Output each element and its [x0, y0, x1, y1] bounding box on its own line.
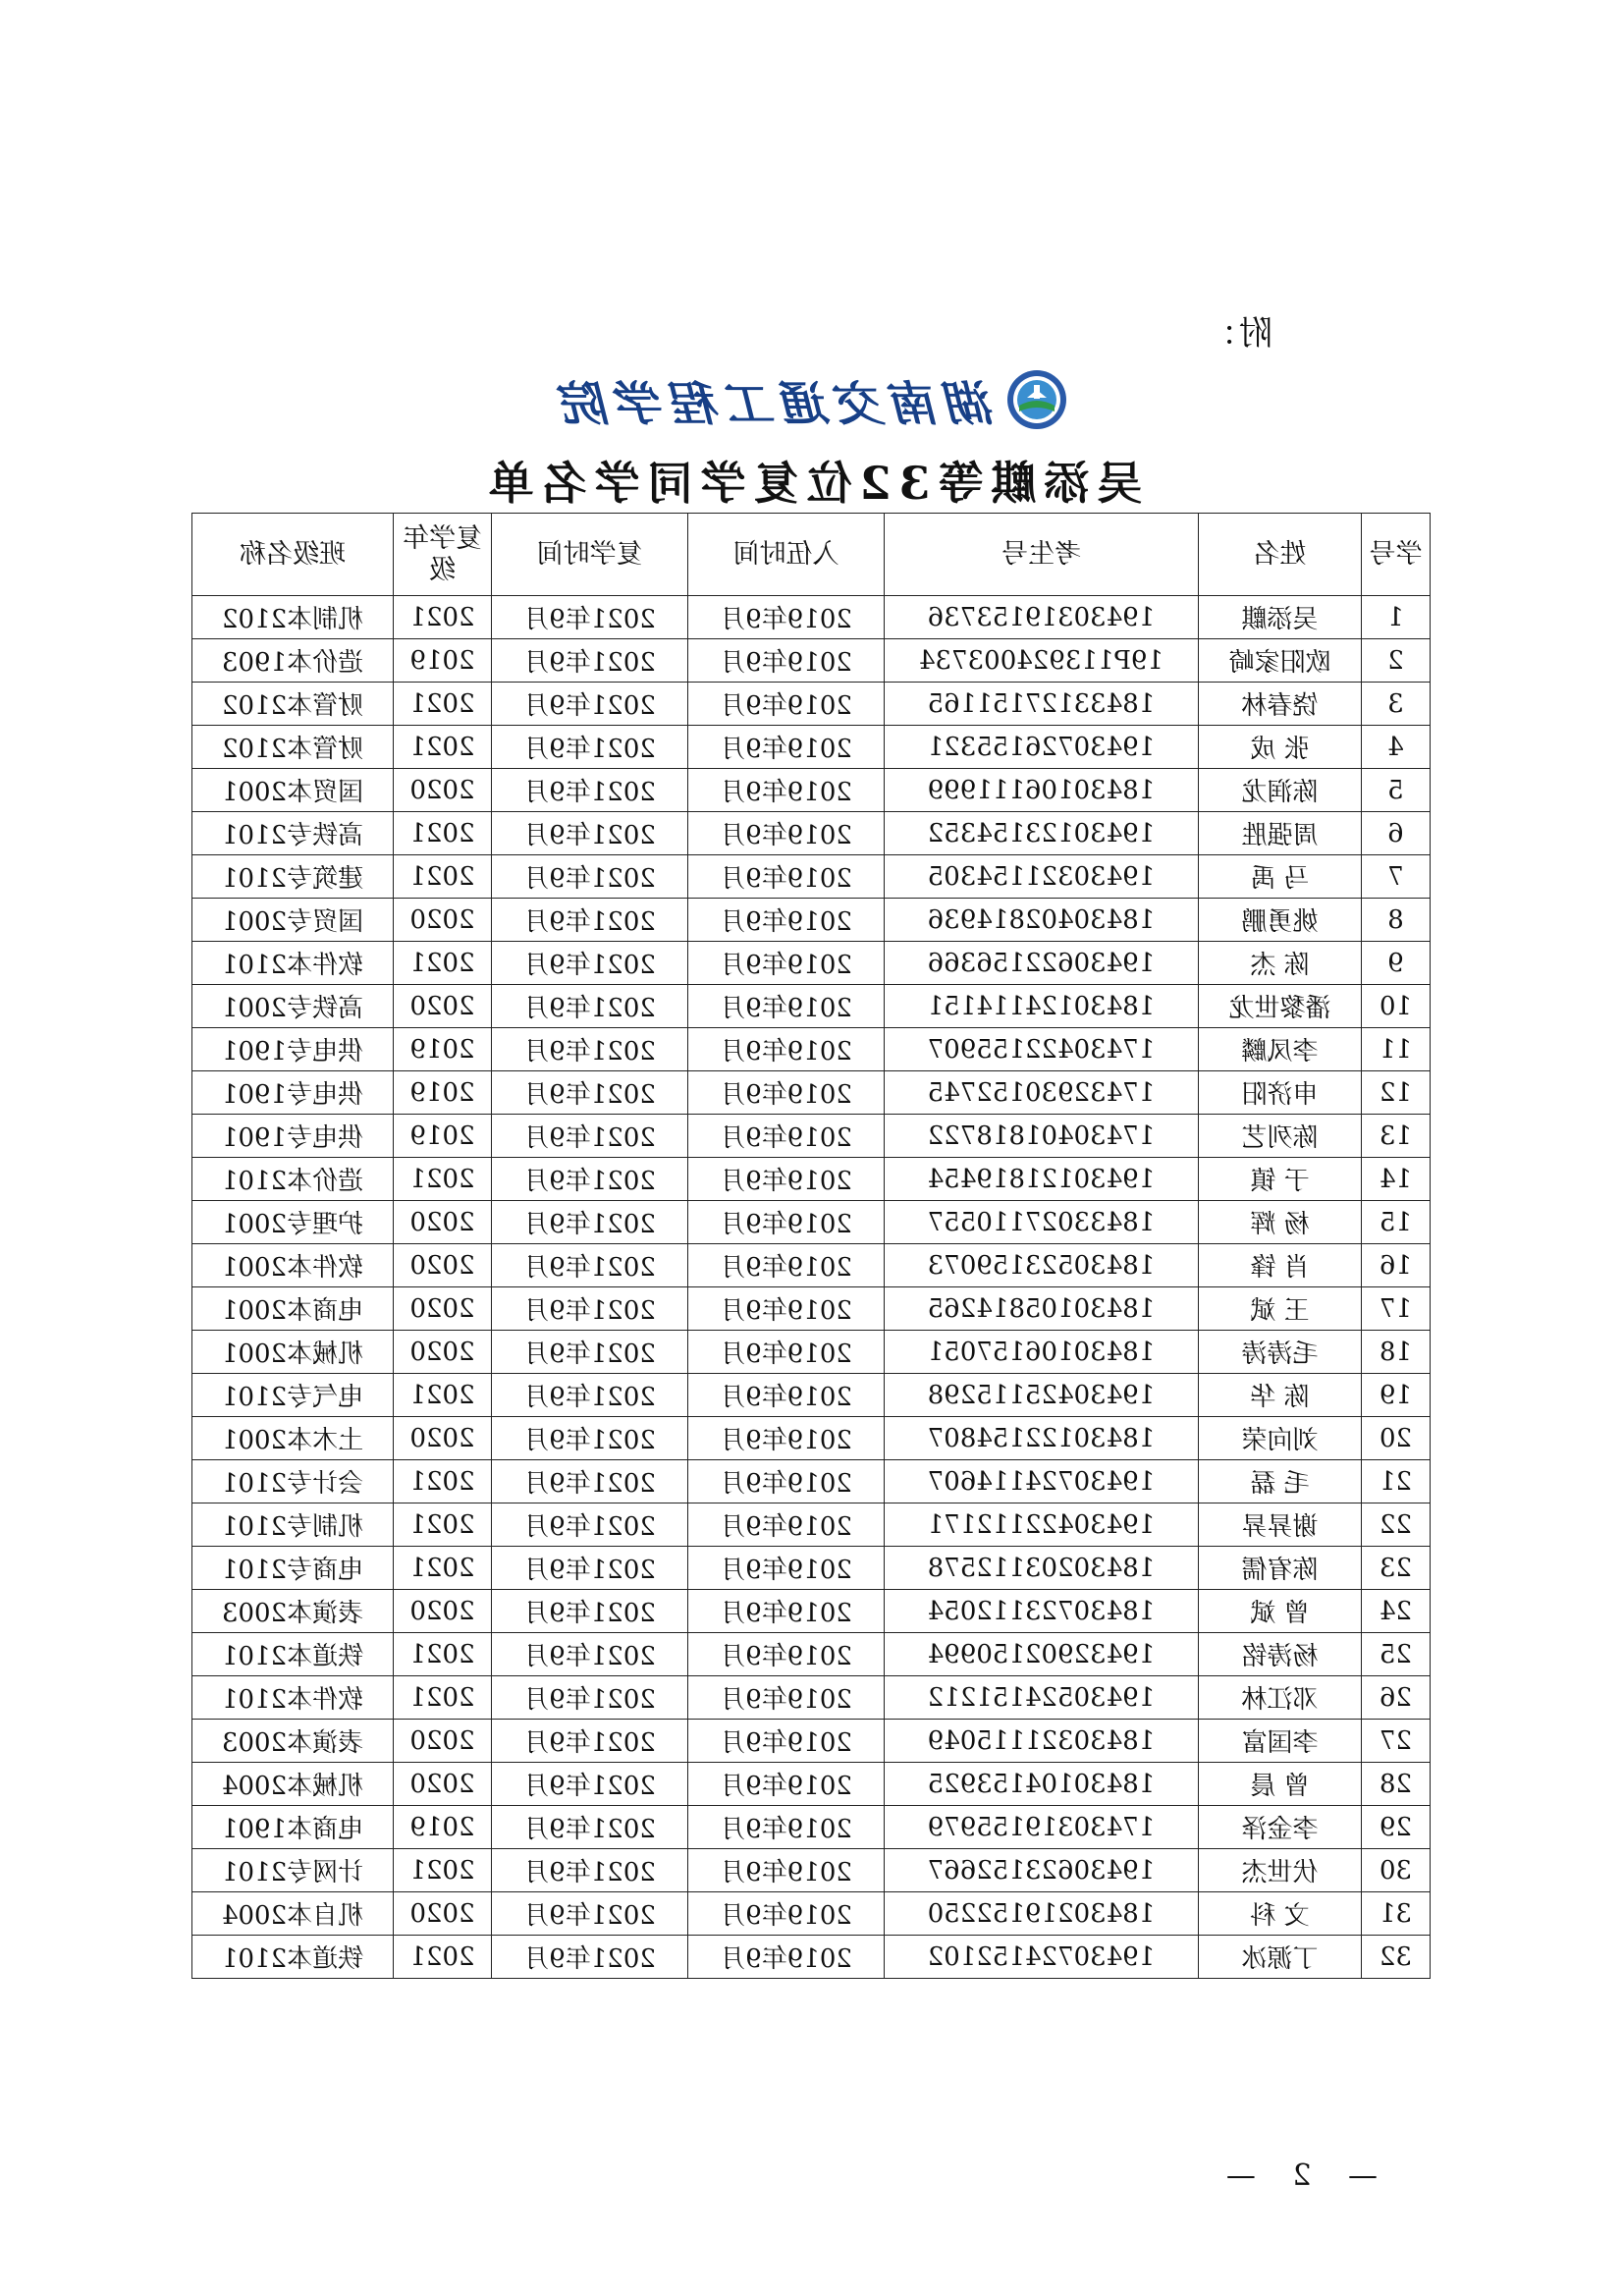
cell-name: 陈宥儒 — [1199, 1547, 1362, 1590]
cell-name: 谢昇昇 — [1199, 1503, 1362, 1547]
cell-exam-id: 17430401818722 — [885, 1115, 1199, 1158]
cell-resume-grade: 2020 — [394, 769, 492, 812]
cell-exam-id: 18433127151165 — [885, 683, 1199, 726]
cell-enroll-time: 2019年9月 — [688, 1936, 885, 1979]
cell-class-name: 机自本2004 — [192, 1892, 394, 1936]
cell-no: 32 — [1362, 1936, 1431, 1979]
cell-class-name: 造价本2101 — [192, 1158, 394, 1201]
cell-name: 李国富 — [1199, 1720, 1362, 1763]
cell-no: 28 — [1362, 1763, 1431, 1806]
cell-enroll-time: 2019年9月 — [688, 1633, 885, 1676]
header-class-name: 班级名称 — [192, 514, 394, 596]
cell-resume-grade: 2021 — [394, 596, 492, 639]
cell-resume-time: 2021年9月 — [492, 1244, 688, 1287]
table-row — [192, 812, 1431, 855]
cell-name: 刘向荣 — [1199, 1417, 1362, 1460]
table-row — [192, 899, 1431, 942]
cell-class-name: 机械本2001 — [192, 1331, 394, 1374]
cell-no: 23 — [1362, 1547, 1431, 1590]
cell-class-name: 供电专1901 — [192, 1115, 394, 1158]
cell-no: 26 — [1362, 1676, 1431, 1720]
cell-resume-grade: 2021 — [394, 1849, 492, 1892]
cell-enroll-time: 2019年9月 — [688, 1590, 885, 1633]
cell-exam-id: 19432902150994 — [885, 1633, 1199, 1676]
cell-enroll-time: 2019年9月 — [688, 1158, 885, 1201]
cell-no: 25 — [1362, 1633, 1431, 1676]
cell-name: 陈 华 — [1199, 1374, 1362, 1417]
cell-enroll-time: 2019年9月 — [688, 596, 885, 639]
cell-name: 杨涛铭 — [1199, 1633, 1362, 1676]
cell-resume-grade: 2020 — [394, 1417, 492, 1460]
cell-resume-time: 2021年9月 — [492, 726, 688, 769]
cell-enroll-time: 2019年9月 — [688, 812, 885, 855]
cell-name: 邓江林 — [1199, 1676, 1362, 1720]
table-row — [192, 1460, 1431, 1503]
document-title: 吴添麒等32位复学同学名单 — [480, 457, 1143, 510]
cell-resume-grade: 2019 — [394, 1115, 492, 1158]
cell-resume-grade: 2021 — [394, 1460, 492, 1503]
cell-exam-id: 19430726155321 — [885, 726, 1199, 769]
cell-enroll-time: 2019年9月 — [688, 639, 885, 683]
cell-name: 陈润龙 — [1199, 769, 1362, 812]
cell-resume-grade: 2020 — [394, 1590, 492, 1633]
cell-name: 饶春林 — [1199, 683, 1362, 726]
cell-resume-time: 2021年9月 — [492, 899, 688, 942]
cell-exam-id: 18433027110557 — [885, 1201, 1199, 1244]
cell-resume-grade: 2019 — [394, 639, 492, 683]
cell-resume-grade: 2020 — [394, 985, 492, 1028]
cell-no: 27 — [1362, 1720, 1431, 1763]
cell-resume-grade: 2020 — [394, 1201, 492, 1244]
cell-no: 1 — [1362, 596, 1431, 639]
cell-resume-grade: 2021 — [394, 1158, 492, 1201]
cell-no: 30 — [1362, 1849, 1431, 1892]
cell-resume-grade: 2021 — [394, 1633, 492, 1676]
cell-class-name: 软件本2001 — [192, 1244, 394, 1287]
cell-resume-grade: 2021 — [394, 1503, 492, 1547]
cell-name: 曾 斌 — [1199, 1590, 1362, 1633]
cell-resume-time: 2021年9月 — [492, 1806, 688, 1849]
school-header — [555, 365, 1068, 434]
header-enroll-time: 入伍时间 — [688, 514, 885, 596]
cell-class-name: 供电专1901 — [192, 1071, 394, 1115]
cell-name: 李金泽 — [1199, 1806, 1362, 1849]
cell-resume-grade: 2019 — [394, 1806, 492, 1849]
cell-resume-grade: 2021 — [394, 683, 492, 726]
cell-resume-time: 2021年9月 — [492, 1374, 688, 1417]
table-row — [192, 1590, 1431, 1633]
cell-resume-grade: 2021 — [394, 812, 492, 855]
cell-name: 周强胜 — [1199, 812, 1362, 855]
page-number: — 2 — — [1212, 2159, 1378, 2193]
cell-enroll-time: 2019年9月 — [688, 1763, 885, 1806]
cell-enroll-time: 2019年9月 — [688, 1676, 885, 1720]
cell-name: 欧阳家崎 — [1199, 639, 1362, 683]
cell-exam-id: 18430124114151 — [885, 985, 1199, 1028]
cell-enroll-time: 2019年9月 — [688, 769, 885, 812]
cell-resume-grade: 2021 — [394, 1676, 492, 1720]
school-emblem-icon — [1005, 368, 1068, 431]
cell-resume-time: 2021年9月 — [492, 812, 688, 855]
cell-name: 杨 辉 — [1199, 1201, 1362, 1244]
cell-enroll-time: 2019年9月 — [688, 1417, 885, 1460]
table-row — [192, 639, 1431, 683]
cell-resume-grade: 2021 — [394, 1374, 492, 1417]
cell-name: 毛 磊 — [1199, 1460, 1362, 1503]
cell-no: 9 — [1362, 942, 1431, 985]
cell-exam-id: 19430321154305 — [885, 855, 1199, 899]
cell-enroll-time: 2019年9月 — [688, 683, 885, 726]
cell-resume-grade: 2020 — [394, 1763, 492, 1806]
cell-class-name: 机制专2101 — [192, 1503, 394, 1547]
cell-resume-time: 2021年9月 — [492, 683, 688, 726]
cell-enroll-time: 2019年9月 — [688, 1201, 885, 1244]
cell-enroll-time: 2019年9月 — [688, 1374, 885, 1417]
cell-enroll-time: 2019年9月 — [688, 1244, 885, 1287]
cell-exam-id: 18430402814936 — [885, 899, 1199, 942]
cell-no: 4 — [1362, 726, 1431, 769]
cell-no: 17 — [1362, 1287, 1431, 1331]
table-row — [192, 1417, 1431, 1460]
table-row — [192, 1158, 1431, 1201]
cell-class-name: 高铁专2101 — [192, 812, 394, 855]
cell-name: 伏世杰 — [1199, 1849, 1362, 1892]
cell-resume-grade: 2021 — [394, 855, 492, 899]
cell-resume-time: 2021年9月 — [492, 1158, 688, 1201]
cell-enroll-time: 2019年9月 — [688, 1806, 885, 1849]
cell-no: 29 — [1362, 1806, 1431, 1849]
cell-resume-time: 2021年9月 — [492, 1201, 688, 1244]
cell-exam-id: 19430123154352 — [885, 812, 1199, 855]
cell-name: 李凤麟 — [1199, 1028, 1362, 1071]
table-row — [192, 1201, 1431, 1244]
cell-class-name: 造价本1903 — [192, 639, 394, 683]
cell-class-name: 计网专2101 — [192, 1849, 394, 1892]
table-row — [192, 1633, 1431, 1676]
cell-resume-time: 2021年9月 — [492, 1763, 688, 1806]
cell-class-name: 国贸本2001 — [192, 769, 394, 812]
cell-no: 2 — [1362, 639, 1431, 683]
table-row — [192, 1763, 1431, 1806]
cell-exam-id: 19430724114607 — [885, 1460, 1199, 1503]
cell-class-name: 电商本2001 — [192, 1287, 394, 1331]
table-row — [192, 1806, 1431, 1849]
table-row — [192, 1071, 1431, 1115]
cell-enroll-time: 2019年9月 — [688, 1071, 885, 1115]
cell-exam-id: 18430106111999 — [885, 769, 1199, 812]
cell-class-name: 土木本2001 — [192, 1417, 394, 1460]
school-name: 湖南交通工程学院 — [555, 376, 996, 432]
cell-no: 6 — [1362, 812, 1431, 855]
cell-class-name: 电商本1901 — [192, 1806, 394, 1849]
attachment-label: 附： — [1202, 314, 1272, 354]
cell-resume-time: 2021年9月 — [492, 1633, 688, 1676]
cell-enroll-time: 2019年9月 — [688, 1028, 885, 1071]
cell-resume-grade: 2020 — [394, 1244, 492, 1287]
cell-class-name: 会计专2101 — [192, 1460, 394, 1503]
cell-resume-grade: 2020 — [394, 899, 492, 942]
cell-exam-id: 18430203112578 — [885, 1547, 1199, 1590]
cell-no: 14 — [1362, 1158, 1431, 1201]
cell-enroll-time: 2019年9月 — [688, 726, 885, 769]
cell-exam-id: 17432930152745 — [885, 1071, 1199, 1115]
cell-class-name: 财管本2102 — [192, 726, 394, 769]
cell-exam-id: 18430219152250 — [885, 1892, 1199, 1936]
cell-resume-grade: 2021 — [394, 1547, 492, 1590]
cell-resume-time: 2021年9月 — [492, 639, 688, 683]
cell-exam-id: 19P11392400373​4 — [885, 639, 1199, 683]
cell-class-name: 机制本2102 — [192, 596, 394, 639]
cell-exam-id: 18430105814265 — [885, 1287, 1199, 1331]
table-row — [192, 1244, 1431, 1287]
cell-resume-grade: 2021 — [394, 1936, 492, 1979]
cell-exam-id: 19430121819454 — [885, 1158, 1199, 1201]
table-row — [192, 1028, 1431, 1071]
table-header-row — [192, 514, 1431, 596]
cell-name: 申济阳 — [1199, 1071, 1362, 1115]
cell-enroll-time: 2019年9月 — [688, 899, 885, 942]
cell-name: 姚勇鹏 — [1199, 899, 1362, 942]
cell-resume-time: 2021年9月 — [492, 1115, 688, 1158]
cell-name: 丁源冰 — [1199, 1936, 1362, 1979]
cell-resume-time: 2021年9月 — [492, 985, 688, 1028]
cell-no: 10 — [1362, 985, 1431, 1028]
cell-exam-id: 17430319155979 — [885, 1806, 1199, 1849]
table-row — [192, 1892, 1431, 1936]
cell-exam-id: 19430622156366 — [885, 942, 1199, 985]
cell-no: 13 — [1362, 1115, 1431, 1158]
cell-enroll-time: 2019年9月 — [688, 942, 885, 985]
cell-enroll-time: 2019年9月 — [688, 1287, 885, 1331]
header-resume-grade: 复学年级 — [394, 514, 492, 596]
cell-resume-grade: 2019 — [394, 1071, 492, 1115]
cell-exam-id: 18430321115049 — [885, 1720, 1199, 1763]
cell-resume-time: 2021年9月 — [492, 1460, 688, 1503]
cell-resume-time: 2021年9月 — [492, 1071, 688, 1115]
cell-enroll-time: 2019年9月 — [688, 1115, 885, 1158]
cell-name: 吴添麒 — [1199, 596, 1362, 639]
cell-class-name: 软件本2101 — [192, 1676, 394, 1720]
cell-resume-grade: 2021 — [394, 726, 492, 769]
cell-name: 张 成 — [1199, 726, 1362, 769]
table-row — [192, 1115, 1431, 1158]
table-row — [192, 1374, 1431, 1417]
cell-exam-id: 19430623152667 — [885, 1849, 1199, 1892]
cell-exam-id: 19430524151212 — [885, 1676, 1199, 1720]
cell-name: 陈 杰 — [1199, 942, 1362, 985]
cell-name: 肖 锋 — [1199, 1244, 1362, 1287]
cell-exam-id: 19430425115298 — [885, 1374, 1199, 1417]
cell-enroll-time: 2019年9月 — [688, 1503, 885, 1547]
cell-resume-grade: 2020 — [394, 1287, 492, 1331]
header-exam-id: 考生号 — [885, 514, 1199, 596]
cell-enroll-time: 2019年9月 — [688, 1849, 885, 1892]
cell-name: 曾 晨 — [1199, 1763, 1362, 1806]
table-row — [192, 1331, 1431, 1374]
cell-no: 22 — [1362, 1503, 1431, 1547]
cell-no: 19 — [1362, 1374, 1431, 1417]
cell-resume-time: 2021年9月 — [492, 1676, 688, 1720]
cell-resume-time: 2021年9月 — [492, 1287, 688, 1331]
cell-enroll-time: 2019年9月 — [688, 1892, 885, 1936]
table-row — [192, 726, 1431, 769]
cell-resume-time: 2021年9月 — [492, 1417, 688, 1460]
cell-class-name: 表演本2003 — [192, 1590, 394, 1633]
cell-exam-id: 18430723112054 — [885, 1590, 1199, 1633]
cell-resume-time: 2021年9月 — [492, 1028, 688, 1071]
cell-class-name: 高铁专2001 — [192, 985, 394, 1028]
cell-resume-time: 2021年9月 — [492, 855, 688, 899]
cell-no: 8 — [1362, 899, 1431, 942]
student-roster-table — [191, 513, 1431, 1979]
cell-resume-grade: 2021 — [394, 942, 492, 985]
header-resume-time: 复学时间 — [492, 514, 688, 596]
table-row — [192, 1676, 1431, 1720]
table-row — [192, 985, 1431, 1028]
cell-no: 18 — [1362, 1331, 1431, 1374]
table-row — [192, 1503, 1431, 1547]
cell-name: 于 镇 — [1199, 1158, 1362, 1201]
cell-enroll-time: 2019年9月 — [688, 1460, 885, 1503]
cell-resume-time: 2021年9月 — [492, 1892, 688, 1936]
cell-resume-time: 2021年9月 — [492, 1936, 688, 1979]
cell-resume-grade: 2020 — [394, 1331, 492, 1374]
cell-no: 16 — [1362, 1244, 1431, 1287]
cell-resume-time: 2021年9月 — [492, 1720, 688, 1763]
cell-class-name: 国贸专2001 — [192, 899, 394, 942]
cell-no: 20 — [1362, 1417, 1431, 1460]
cell-name: 陈列艺 — [1199, 1115, 1362, 1158]
cell-name: 王 斌 — [1199, 1287, 1362, 1331]
cell-resume-time: 2021年9月 — [492, 942, 688, 985]
cell-exam-id: 19430319153736 — [885, 596, 1199, 639]
table-row — [192, 855, 1431, 899]
cell-exam-id: 18430106157051 — [885, 1331, 1199, 1374]
cell-exam-id: 18430122154807 — [885, 1417, 1199, 1460]
cell-class-name: 电气专2101 — [192, 1374, 394, 1417]
cell-class-name: 铁道本2101 — [192, 1633, 394, 1676]
cell-no: 5 — [1362, 769, 1431, 812]
cell-resume-grade: 2020 — [394, 1720, 492, 1763]
cell-no: 21 — [1362, 1460, 1431, 1503]
cell-no: 7 — [1362, 855, 1431, 899]
cell-class-name: 软件本2101 — [192, 942, 394, 985]
cell-resume-time: 2021年9月 — [492, 769, 688, 812]
cell-resume-time: 2021年9月 — [492, 1849, 688, 1892]
cell-resume-time: 2021年9月 — [492, 1503, 688, 1547]
cell-class-name: 铁道本2101 — [192, 1936, 394, 1979]
cell-resume-grade: 2020 — [394, 1892, 492, 1936]
cell-class-name: 供电专1901 — [192, 1028, 394, 1071]
table-row — [192, 1849, 1431, 1892]
cell-exam-id: 19430724152102 — [885, 1936, 1199, 1979]
cell-exam-id: 19430422112171 — [885, 1503, 1199, 1547]
cell-enroll-time: 2019年9月 — [688, 1331, 885, 1374]
cell-resume-time: 2021年9月 — [492, 1547, 688, 1590]
table-row — [192, 1547, 1431, 1590]
cell-exam-id: 18430104153925 — [885, 1763, 1199, 1806]
table-row — [192, 683, 1431, 726]
cell-name: 毛涛涛 — [1199, 1331, 1362, 1374]
cell-class-name: 电商专2101 — [192, 1547, 394, 1590]
table-row — [192, 596, 1431, 639]
cell-no: 31 — [1362, 1892, 1431, 1936]
cell-resume-time: 2021年9月 — [492, 596, 688, 639]
cell-no: 24 — [1362, 1590, 1431, 1633]
cell-class-name: 表演本2003 — [192, 1720, 394, 1763]
table-row — [192, 1287, 1431, 1331]
cell-exam-id: 17430422155907 — [885, 1028, 1199, 1071]
table-row — [192, 1936, 1431, 1979]
cell-class-name: 财管本2102 — [192, 683, 394, 726]
table-row — [192, 1720, 1431, 1763]
cell-name: 文 科 — [1199, 1892, 1362, 1936]
cell-no: 3 — [1362, 683, 1431, 726]
cell-exam-id: 18430523159073 — [885, 1244, 1199, 1287]
cell-enroll-time: 2019年9月 — [688, 985, 885, 1028]
cell-enroll-time: 2019年9月 — [688, 1720, 885, 1763]
table-row — [192, 942, 1431, 985]
cell-no: 11 — [1362, 1028, 1431, 1071]
cell-name: 马 禹 — [1199, 855, 1362, 899]
table-row — [192, 769, 1431, 812]
cell-no: 15 — [1362, 1201, 1431, 1244]
cell-resume-time: 2021年9月 — [492, 1331, 688, 1374]
cell-class-name: 机械本2004 — [192, 1763, 394, 1806]
cell-resume-grade: 2019 — [394, 1028, 492, 1071]
cell-resume-time: 2021年9月 — [492, 1590, 688, 1633]
cell-no: 12 — [1362, 1071, 1431, 1115]
header-name: 姓名 — [1199, 514, 1362, 596]
cell-name: 潘黎世龙 — [1199, 985, 1362, 1028]
header-no: 学号 — [1362, 514, 1431, 596]
cell-class-name: 护理专2001 — [192, 1201, 394, 1244]
cell-enroll-time: 2019年9月 — [688, 1547, 885, 1590]
cell-class-name: 建筑专2101 — [192, 855, 394, 899]
cell-enroll-time: 2019年9月 — [688, 855, 885, 899]
